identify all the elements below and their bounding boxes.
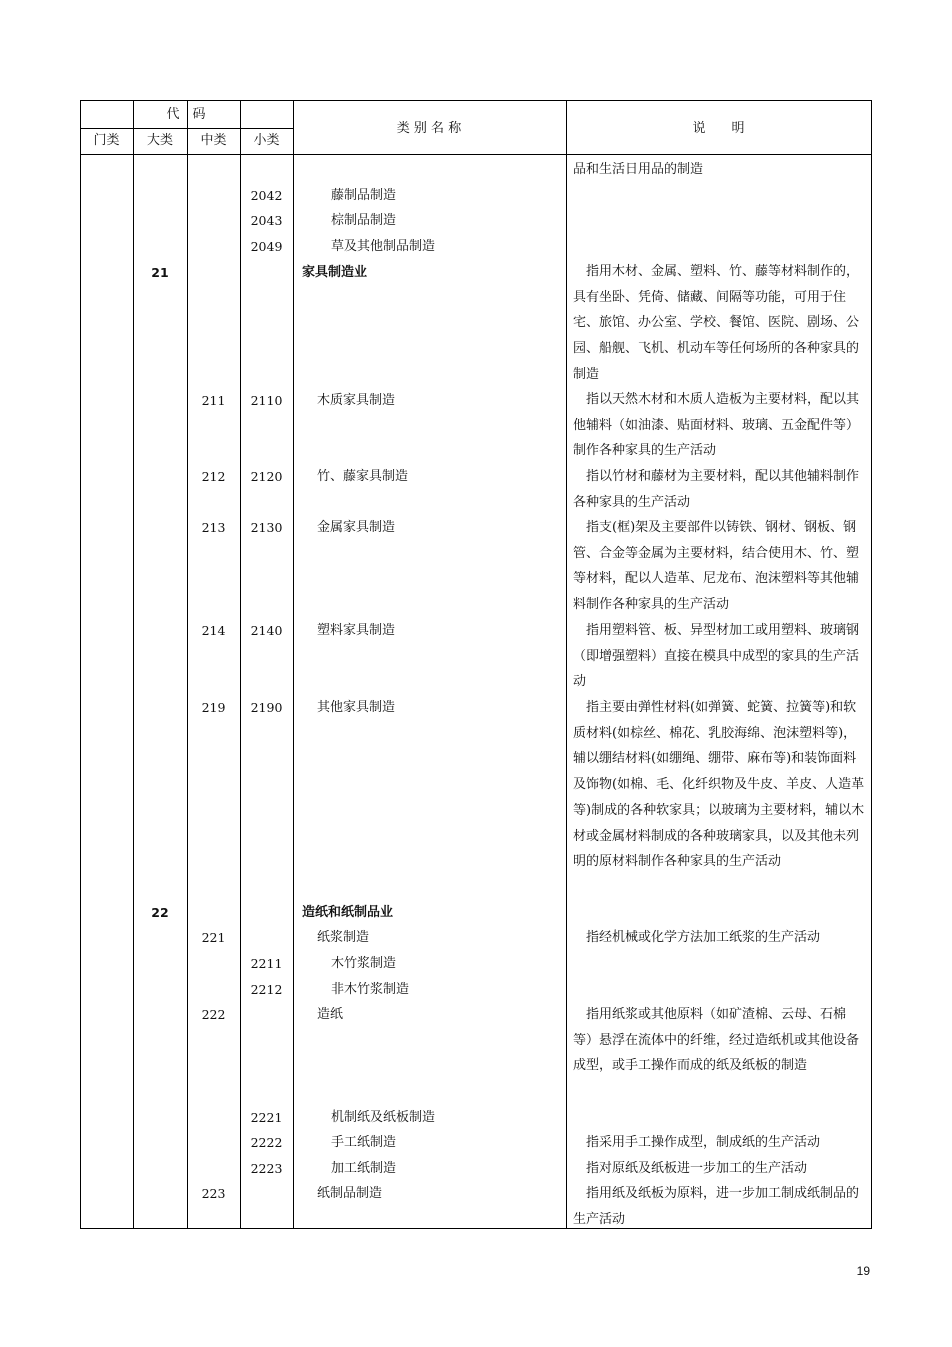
header-bottom-rule bbox=[81, 154, 871, 155]
xiao-code: 2140 bbox=[250, 623, 283, 638]
row-desc: 指主要由弹性材料(如弹簧、蛇簧、拉簧等)和软质材料(如棕丝、棉花、乳胶海绵、泡沫塑料等)，辅以绷结材料(如绷绳、绷带、麻布等)和装饰面料及饰物(如棉、毛、化纤织物及牛皮、羊皮、人造革等)制成的各种软家具；以玻璃为主要材料，辅以木材或金属材料制成的各种玻璃家具，以及其他未列明的原材料制作各种家具的生产活动 bbox=[573, 700, 865, 870]
header-xiao: 小类 bbox=[253, 133, 280, 148]
category-name: 木质家具制造 bbox=[317, 393, 396, 408]
row-desc: 指用纸浆或其他原料（如矿渣棉、云母、石棉等）悬浮在流体中的纤维，经过造纸机或其他设备成型，或手工操作而成的纸及纸板的制造 bbox=[573, 1007, 860, 1074]
header-name: 类 别 名 称 bbox=[396, 121, 462, 136]
xiao-code: 2223 bbox=[250, 1161, 283, 1176]
zhong-code: 223 bbox=[201, 1186, 226, 1201]
header-men: 门类 bbox=[93, 133, 120, 148]
row-desc: 指采用手工操作成型，制成纸的生产活动 bbox=[573, 1135, 821, 1150]
xiao-code: 2110 bbox=[250, 393, 283, 408]
xiao-code: 2222 bbox=[250, 1135, 283, 1150]
row-desc: 指经机械或化学方法加工纸浆的生产活动 bbox=[573, 930, 821, 945]
category-name: 金属家具制造 bbox=[317, 520, 396, 535]
header-divider bbox=[81, 128, 293, 129]
xiao-code: 2120 bbox=[250, 469, 283, 484]
category-name: 塑料家具制造 bbox=[317, 623, 396, 638]
zhong-code: 214 bbox=[201, 623, 226, 638]
category-name: 纸浆制造 bbox=[317, 930, 370, 945]
da-code: 21 bbox=[151, 265, 169, 280]
category-name: 手工纸制造 bbox=[331, 1135, 397, 1150]
header-desc: 说 明 bbox=[692, 121, 745, 136]
xiao-code: 2043 bbox=[250, 213, 283, 228]
header-zhong: 中类 bbox=[200, 133, 227, 148]
column-divider bbox=[187, 101, 188, 1228]
zhong-code: 221 bbox=[201, 930, 226, 945]
row-desc: 指用塑料管、板、异型材加工或用塑料、玻璃钢（即增强塑料）直接在模具中成型的家具的生产活动 bbox=[573, 623, 860, 690]
category-name: 木竹浆制造 bbox=[331, 956, 397, 971]
row-desc: 指对原纸及纸板进一步加工的生产活动 bbox=[573, 1161, 808, 1176]
row-desc: 指以竹材和藤材为主要材料，配以其他辅料制作各种家具的生产活动 bbox=[573, 469, 860, 510]
category-name: 竹、藤家具制造 bbox=[317, 469, 409, 484]
category-name: 造纸 bbox=[317, 1007, 344, 1022]
header-da: 大类 bbox=[146, 133, 173, 148]
zhong-code: 213 bbox=[201, 520, 226, 535]
column-divider bbox=[566, 101, 567, 1228]
category-name: 家具制造业 bbox=[302, 265, 368, 280]
column-divider bbox=[240, 101, 241, 1228]
xiao-code: 2211 bbox=[250, 956, 283, 971]
row-desc: 品和生活日用品的制造 bbox=[573, 162, 704, 177]
xiao-code: 2190 bbox=[250, 700, 283, 715]
category-name: 藤制品制造 bbox=[331, 188, 397, 203]
zhong-code: 212 bbox=[201, 469, 226, 484]
page-number: 19 bbox=[856, 1264, 870, 1278]
category-name: 纸制品制造 bbox=[317, 1186, 383, 1201]
category-name: 草及其他制品制造 bbox=[331, 239, 436, 254]
row-desc: 指以天然木材和木质人造板为主要材料，配以其他辅料（如油漆、贴面材料、玻璃、五金配件等）制作各种家具的生产活动 bbox=[573, 392, 860, 459]
category-name: 非木竹浆制造 bbox=[331, 982, 410, 997]
category-name: 造纸和纸制品业 bbox=[302, 905, 394, 920]
column-divider bbox=[293, 101, 294, 1228]
xiao-code: 2212 bbox=[250, 982, 283, 997]
zhong-code: 219 bbox=[201, 700, 226, 715]
row-desc: 指用木材、金属、塑料、竹、藤等材料制作的，具有坐卧、凭倚、储藏、间隔等功能，可用于住宅、旅馆、办公室、学校、餐馆、医院、剧场、公园、船舰、飞机、机动车等任何场所的各种家具的制造 bbox=[573, 264, 860, 382]
zhong-code: 222 bbox=[201, 1007, 226, 1022]
xiao-code: 2049 bbox=[250, 239, 283, 254]
xiao-code: 2130 bbox=[250, 520, 283, 535]
row-desc: 指支(框)架及主要部件以铸铁、钢材、钢板、钢管、合金等金属为主要材料，结合使用木、竹、塑等材料，配以人造革、尼龙布、泡沫塑料等其他辅料制作各种家具的生产活动 bbox=[573, 520, 860, 613]
category-name: 棕制品制造 bbox=[331, 213, 397, 228]
category-name: 其他家具制造 bbox=[317, 700, 396, 715]
category-name: 加工纸制造 bbox=[331, 1161, 397, 1176]
da-code: 22 bbox=[151, 905, 169, 920]
header-code: 代 码 bbox=[166, 107, 206, 122]
row-desc: 指用纸及纸板为原料，进一步加工制成纸制品的生产活动 bbox=[573, 1186, 860, 1227]
category-name: 机制纸及纸板制造 bbox=[331, 1110, 436, 1125]
xiao-code: 2221 bbox=[250, 1110, 283, 1125]
xiao-code: 2042 bbox=[250, 188, 283, 203]
zhong-code: 211 bbox=[201, 393, 226, 408]
